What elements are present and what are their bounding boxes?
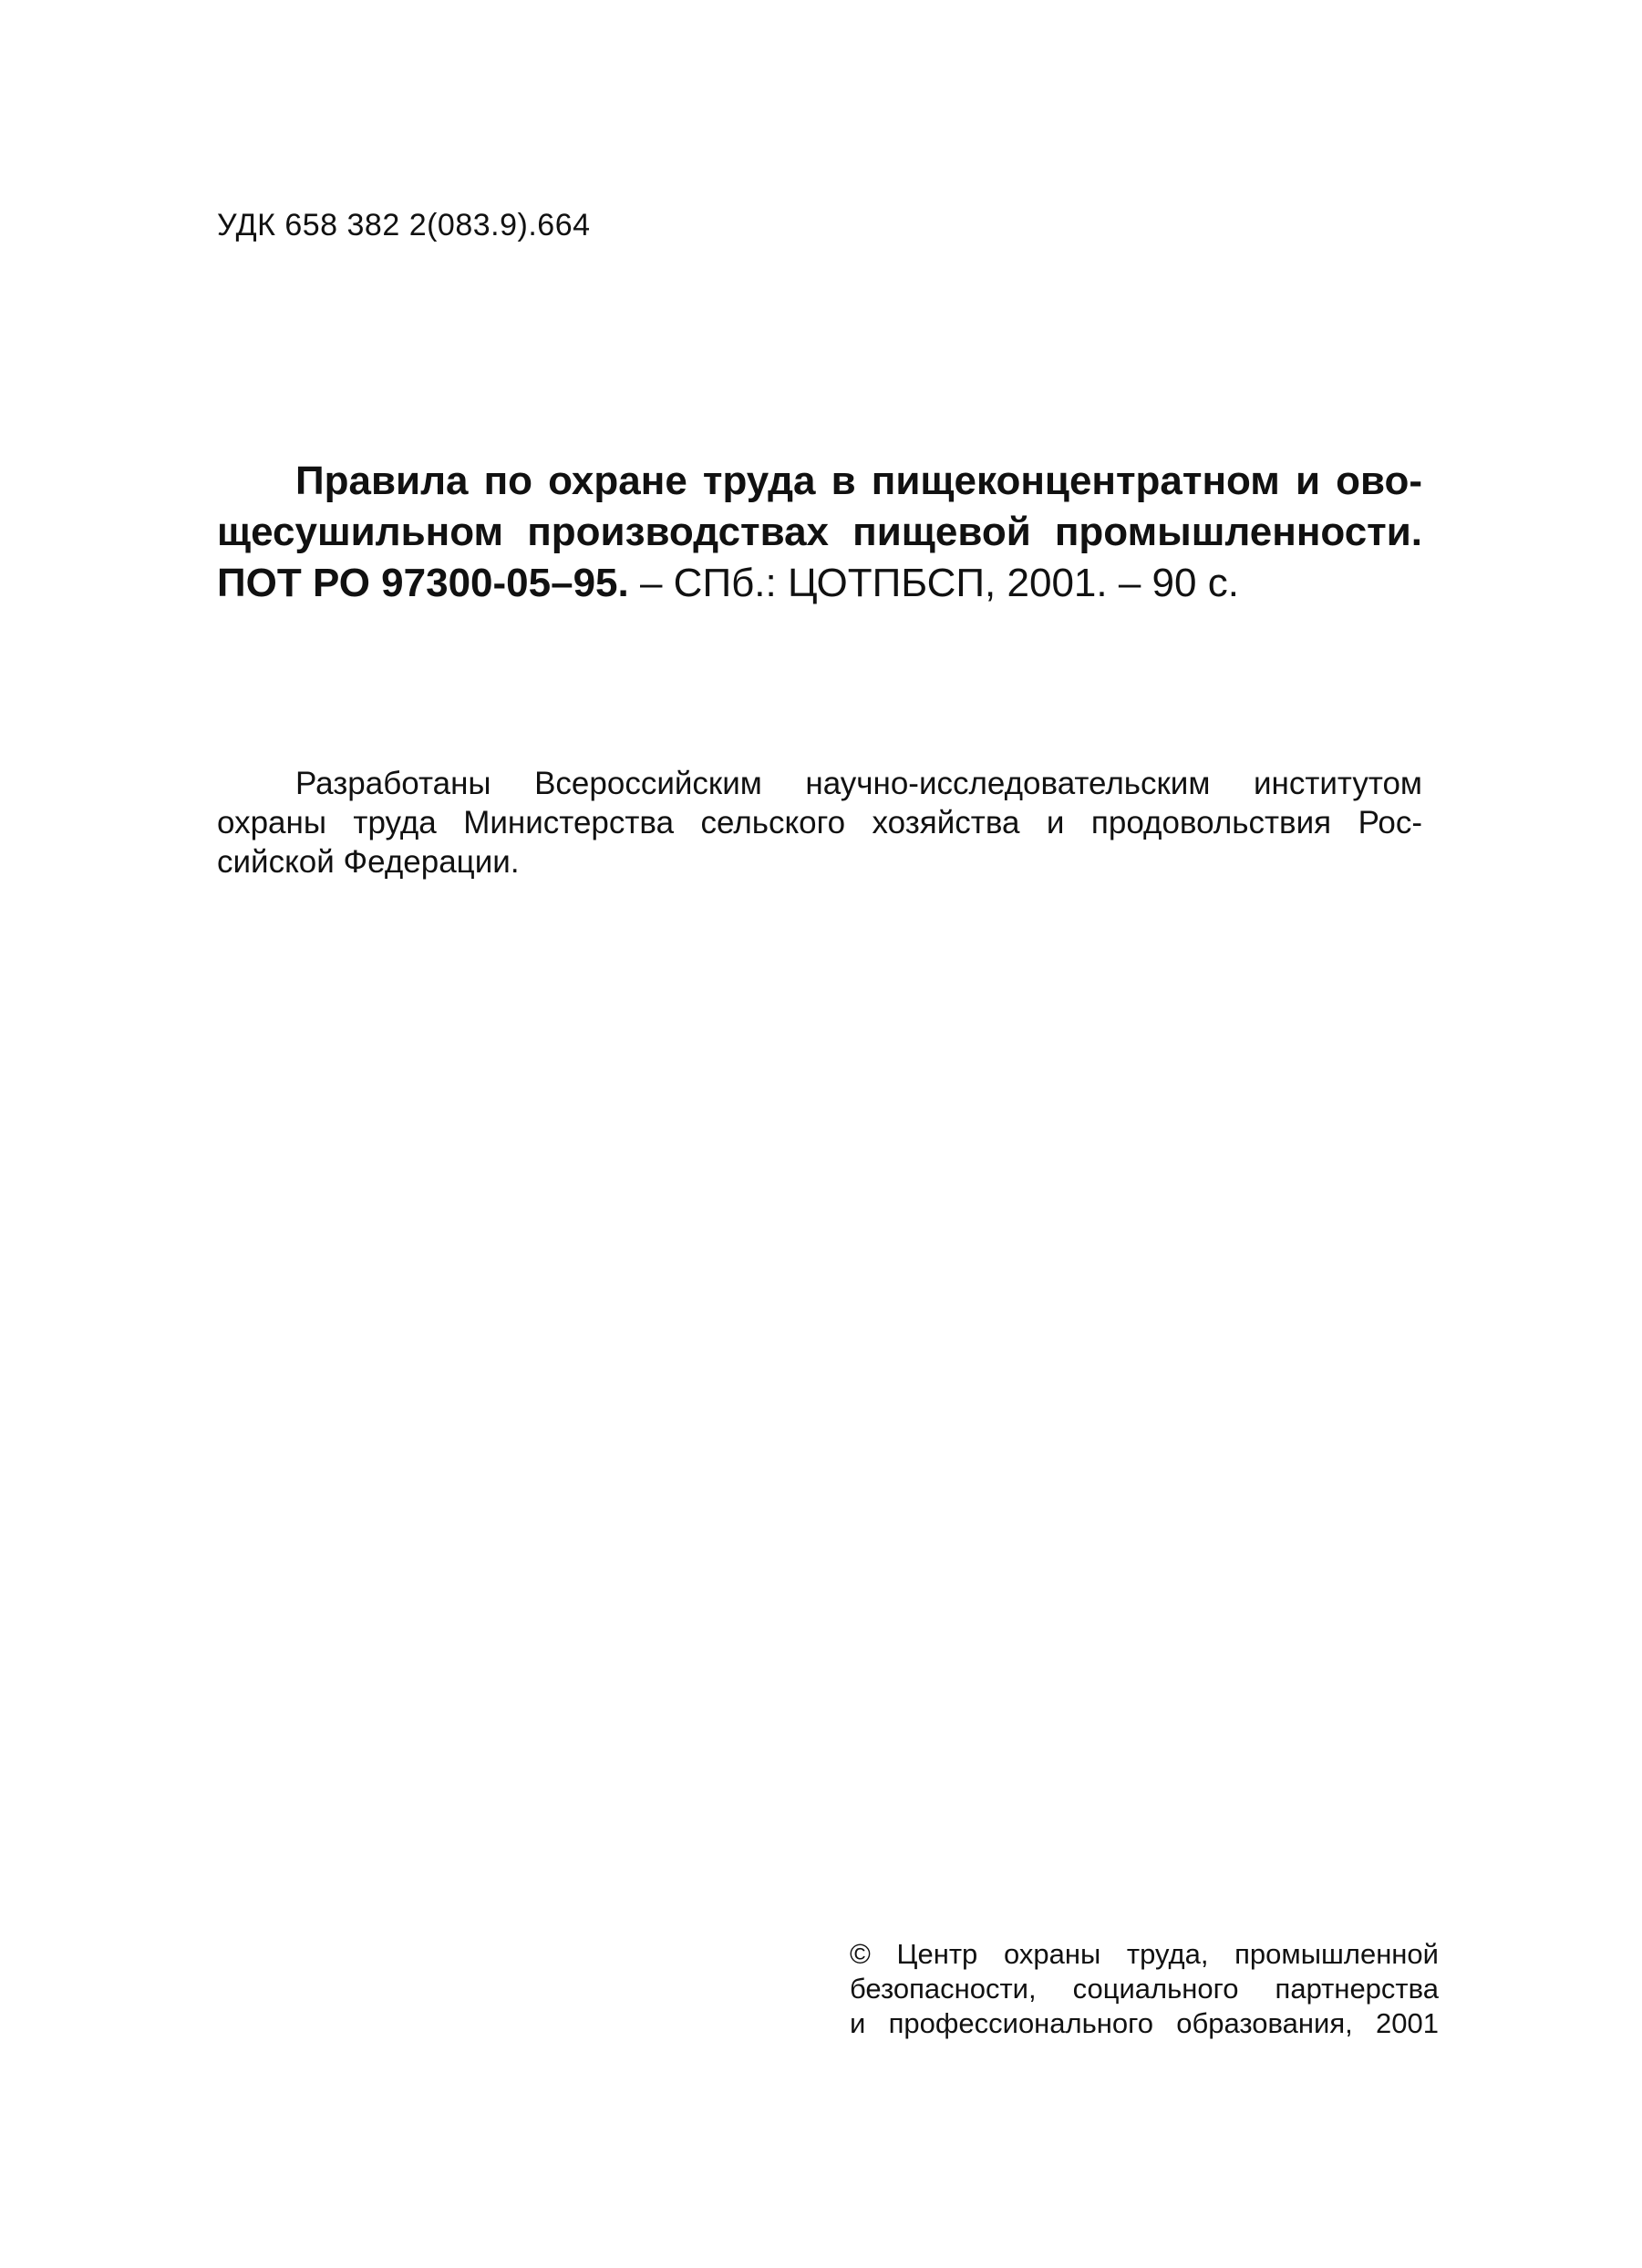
developers-line-1: Разработаны Всероссийским научно-исследовательским институтом xyxy=(295,766,1422,801)
copyright-notice xyxy=(850,1937,1439,2041)
title-line-1: Правила по охране труда в пищеконцентратном и ово- xyxy=(295,459,1422,503)
bibliographic-title xyxy=(217,456,1422,609)
developers-line-3: сийской Федерации. xyxy=(217,844,520,880)
udk-code: УДК 658 382 2(083.9).664 xyxy=(217,208,591,242)
title-line-3 xyxy=(217,558,1422,609)
title-line-2: щесушильном производствах пищевой промышленности. xyxy=(217,510,1422,554)
publication-info: – СПб.: ЦОТПБСП, 2001. – 90 с. xyxy=(628,561,1239,605)
copyright-line-1: © Центр охраны труда, промышленной xyxy=(850,1938,1439,1970)
copyright-line-2: безопасности, социального партнерства xyxy=(850,1973,1439,2005)
copyright-line-3: и профессионального образования, 2001 xyxy=(850,2007,1439,2039)
standard-code: ПОТ РО 97300-05–95. xyxy=(217,561,629,605)
developers-line-2: охраны труда Министерства сельского хозяйства и продовольствия Рос- xyxy=(217,805,1422,840)
developers-note xyxy=(217,764,1422,881)
